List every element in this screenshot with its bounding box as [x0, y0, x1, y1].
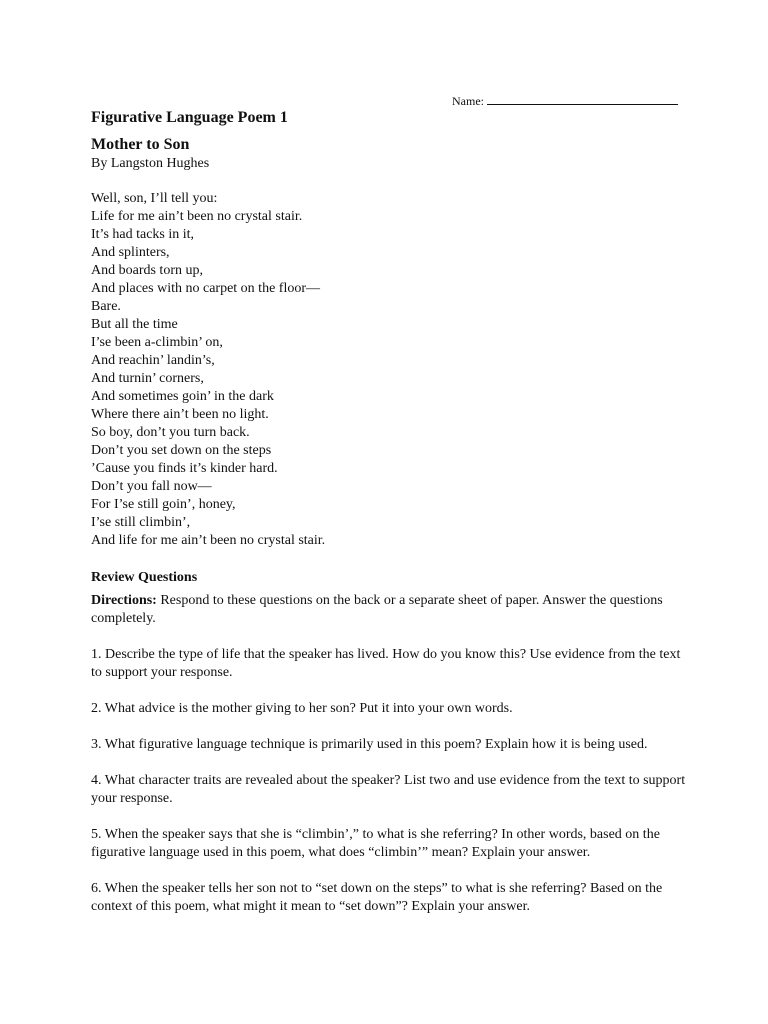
poem-line: Bare. [91, 299, 121, 314]
name-label: Name: [452, 94, 484, 108]
review-questions-heading: Review Questions [91, 570, 198, 585]
poem-line: I’se been a-climbin’ on, [91, 335, 223, 350]
poem-line: And reachin’ landin’s, [91, 353, 215, 368]
poem-line: For I’se still goin’, honey, [91, 497, 236, 512]
poem-line: But all the time [91, 317, 178, 332]
directions-label: Directions: [91, 593, 157, 608]
poem-author: By Langston Hughes [91, 156, 210, 171]
poem-line: So boy, don’t you turn back. [91, 425, 250, 440]
question-item: 3. What figurative language technique is primarily used in this poem? Explain how it is being used. [91, 737, 648, 752]
poem-title: Mother to Son [91, 136, 190, 153]
question-item: 4. What character traits are revealed about the speaker? List two and use evidence from the text to support your response. [91, 773, 686, 806]
name-blank-line [487, 93, 678, 105]
poem-line: Don’t you set down on the steps [91, 443, 272, 458]
directions-paragraph [91, 592, 691, 628]
directions-text: Respond to these questions on the back or a separate sheet of paper. Answer the questions completely. [91, 593, 663, 626]
poem-line: And life for me ain’t been no crystal stair. [91, 533, 326, 548]
poem-line: And splinters, [91, 245, 170, 260]
poem-line: And sometimes goin’ in the dark [91, 389, 274, 404]
worksheet-title: Figurative Language Poem 1 [91, 109, 288, 126]
poem-body [91, 190, 691, 550]
name-field [452, 93, 678, 108]
poem-line: Life for me ain’t been no crystal stair. [91, 209, 303, 224]
worksheet-content [91, 108, 691, 916]
poem-line: And boards torn up, [91, 263, 203, 278]
question-item: 6. When the speaker tells her son not to “set down on the steps” to what is she referring? Based on the context of this poem, what might it mean to “set down”? Explain your answer. [91, 881, 663, 914]
poem-line: And places with no carpet on the floor— [91, 281, 320, 296]
question-item: 5. When the speaker says that she is “climbin’,” to what is she referring? In other words, based on the figurative language used in this poem, what does “climbin’” mean? Explain your answer. [91, 827, 660, 860]
poem-line: It’s had tacks in it, [91, 227, 195, 242]
poem-line: I’se still climbin’, [91, 515, 191, 530]
poem-line: Well, son, I’ll tell you: [91, 191, 218, 206]
poem-line: Where there ain’t been no light. [91, 407, 269, 422]
poem-line: ’Cause you finds it’s kinder hard. [91, 461, 278, 476]
question-item: 1. Describe the type of life that the speaker has lived. How do you know this? Use evidence from the text to support your response. [91, 647, 681, 680]
poem-line: Don’t you fall now— [91, 479, 212, 494]
question-item: 2. What advice is the mother giving to her son? Put it into your own words. [91, 701, 513, 716]
poem-line: And turnin’ corners, [91, 371, 204, 386]
